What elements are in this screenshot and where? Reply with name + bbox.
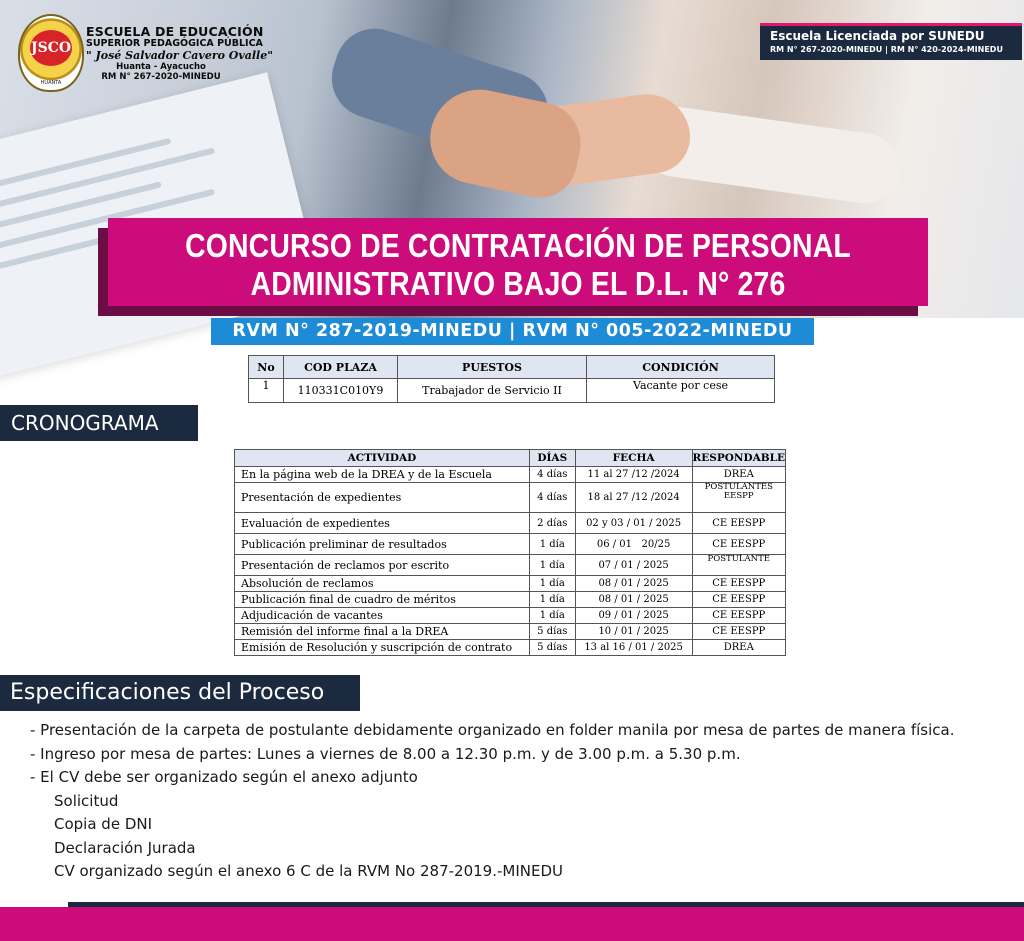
cell-responsible: CE EESPP [692,592,785,608]
cell-activity: Presentación de expedientes [235,483,530,513]
col-header: FECHA [575,450,692,467]
cell-days: 4 días [529,467,575,483]
cell-position: Trabajador de Servicio II [398,379,587,403]
rvm-strip: RVM N° 287-2019-MINEDU | RVM N° 005-2022-MINEDU [211,318,814,345]
cell-responsible: POSTULANTE [692,555,785,576]
cell-activity: Evaluación de expedientes [235,513,530,534]
table-row [235,467,786,483]
badge-subtitle: RM N° 267-2020-MINEDU | RM N° 420-2024-MINEDU [770,45,1003,54]
cell-responsible: DREA [692,640,785,656]
cronograma-table [234,449,786,656]
title-banner [108,218,928,306]
cell-days: 1 día [529,534,575,555]
cell-days: 1 día [529,592,575,608]
table-row [235,534,786,555]
especificaciones-list [30,719,1020,884]
school-line-3: " José Salvador Cavero Ovalle" [86,49,273,63]
cell-date: 09 / 01 / 2025 [575,608,692,624]
cell-responsible: CE EESPP [692,624,785,640]
table-header-row [235,450,786,467]
cell-activity: Absolución de reclamos [235,576,530,592]
cell-responsible: CE EESPP [692,513,785,534]
logo-emblem: JSCO [30,30,72,66]
col-header: CONDICIÓN [587,356,775,379]
cell-responsible: CE EESPP [692,608,785,624]
cell-date: 18 al 27 /12 /2024 [575,483,692,513]
school-name [86,25,273,81]
cell-days: 1 día [529,576,575,592]
cell-responsible-text: POSTULANTES EESPP [704,482,773,501]
logo-caption: HUANTA [40,80,62,86]
cell-responsible: CE EESPP [692,576,785,592]
school-resolution: RM N° 267-2020-MINEDU [101,71,221,82]
spec-subitem: CV organizado según el anexo 6 C de la RVM No 287-2019.-MINEDU [54,862,563,880]
table-row [235,592,786,608]
title-line-1: CONCURSO DE CONTRATACIÓN DE PERSONAL [185,227,851,264]
cell-days: 1 día [529,555,575,576]
cell-date: 06 / 01 20/25 [575,534,692,555]
cell-days: 4 días [529,483,575,513]
title-line-2: ADMINISTRATIVO BAJO EL D.L. N° 276 [250,265,786,302]
spec-item: - Presentación de la carpeta de postulante debidamente organizado en folder manila por mesa de partes de manera física. [30,721,955,739]
sunedu-badge [760,23,1022,60]
cell-responsible [692,483,785,513]
table-row [235,483,786,513]
cell-activity: Presentación de reclamos por escrito [235,555,530,576]
col-header: RESPONDABLE [692,450,785,467]
cell-activity: Remisión del informe final a la DREA [235,624,530,640]
plaza-table [248,355,775,403]
cell-days: 5 días [529,640,575,656]
table-row [249,379,775,403]
table-row [235,513,786,534]
cell-date: 13 al 16 / 01 / 2025 [575,640,692,656]
cell-responsible: CE EESPP [692,534,785,555]
col-header: DÍAS [529,450,575,467]
table-row [235,640,786,656]
especificaciones-heading: Especificaciones del Proceso [0,675,360,711]
cell-date: 07 / 01 / 2025 [575,555,692,576]
cell-date: 11 al 27 /12 /2024 [575,467,692,483]
spec-item: - El CV debe ser organizado según el anexo adjunto [30,768,418,786]
cell-date: 08 / 01 / 2025 [575,576,692,592]
table-header-row [249,356,775,379]
table-row [235,624,786,640]
school-location: Huanta - Ayacucho [116,61,206,72]
table-row [235,608,786,624]
cell-days: 1 día [529,608,575,624]
cell-activity: Emisión de Resolución y suscripción de contrato [235,640,530,656]
cell-date: 10 / 01 / 2025 [575,624,692,640]
cell-date: 02 y 03 / 01 / 2025 [575,513,692,534]
col-header: PUESTOS [398,356,587,379]
table-row [235,555,786,576]
col-header: COD PLAZA [284,356,398,379]
cell-code: 110331C010Y9 [284,379,398,403]
cell-date: 08 / 01 / 2025 [575,592,692,608]
cell-activity: Publicación preliminar de resultados [235,534,530,555]
spec-subitem: Solicitud [54,791,119,810]
cell-days: 2 días [529,513,575,534]
col-header: No [249,356,284,379]
cell-activity: Publicación final de cuadro de méritos [235,592,530,608]
footer-band [0,907,1024,941]
cell-activity: En la página web de la DREA y de la Escuela [235,467,530,483]
school-logo [18,14,84,92]
cell-activity: Adjudicación de vacantes [235,608,530,624]
spec-item: - Ingreso por mesa de partes: Lunes a viernes de 8.00 a 12.30 p.m. y de 3.00 p.m. a 5.30 p.m. [30,744,741,763]
cell-no: 1 [249,379,284,403]
cronograma-heading: CRONOGRAMA [0,405,198,441]
spec-subitem: Copia de DNI [54,815,153,833]
spec-subitem: Declaración Jurada [54,838,196,857]
school-line-2: SUPERIOR PEDAGÓGICA PÚBLICA [86,38,263,50]
badge-title: Escuela Licenciada por SUNEDU [770,29,985,43]
col-header: ACTIVIDAD [235,450,530,467]
cell-condition: Vacante por cese [587,379,775,403]
cell-responsible: DREA [692,467,785,483]
table-row [235,576,786,592]
cell-days: 5 días [529,624,575,640]
school-line-1: ESCUELA DE EDUCACIÓN [86,24,264,39]
